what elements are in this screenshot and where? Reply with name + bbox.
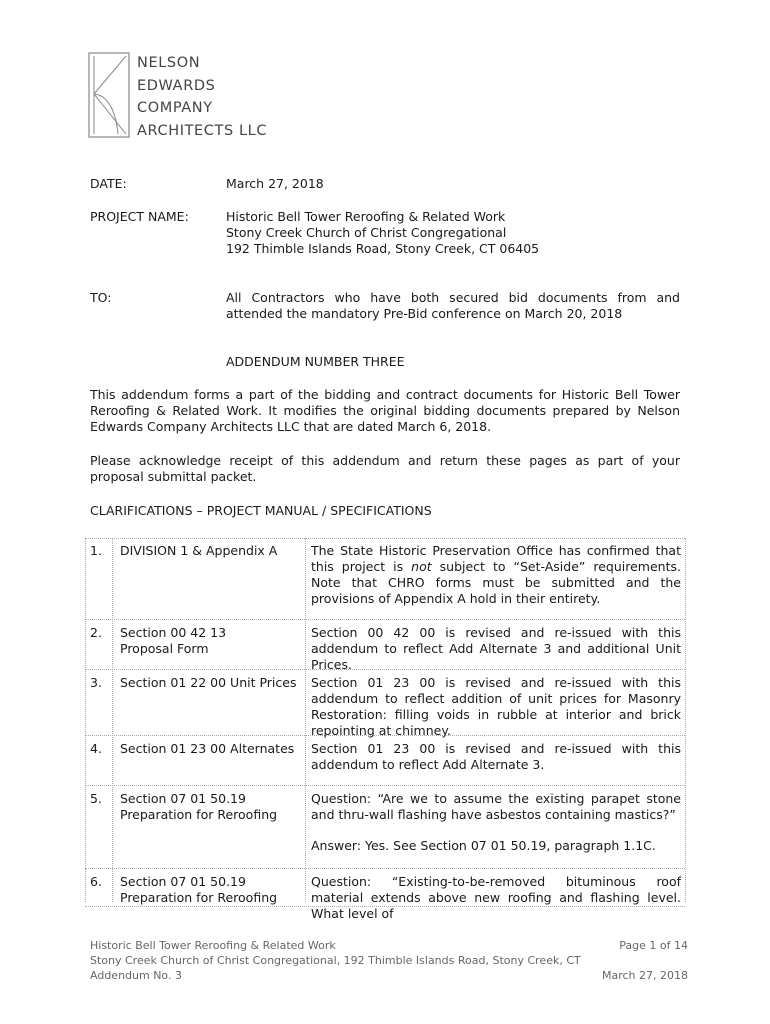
firm-logo-icon [88, 52, 130, 138]
addendum-title: ADDENDUM NUMBER THREE [226, 354, 405, 369]
clarifications-table [85, 538, 685, 921]
item-section: Section 07 01 50.19 [120, 874, 246, 889]
item-number: 4. [90, 741, 102, 756]
item-description: Question: “Existing-to-be-removed bituminous roof material extends above new roofing and flashing level. What level of [311, 874, 681, 921]
table-row [85, 670, 685, 736]
firm-name-line: COMPANY [137, 100, 213, 116]
firm-name-line: NELSON [137, 55, 201, 71]
item-number: 1. [90, 543, 102, 558]
table-row [85, 538, 685, 620]
item-description: Section 01 23 00 is revised and re-issued with this addendum to reflect addition of unit prices for Masonry Restoration: filling voids in rubble at interior and brick repointing at chimney. [311, 675, 681, 738]
item-number: 5. [90, 791, 102, 806]
footer-page-number: Page 1 of 14 [619, 939, 688, 952]
table-right-border [685, 538, 686, 902]
project-name: Historic Bell Tower Reroofing & Related Work [226, 209, 506, 224]
section-heading: CLARIFICATIONS – PROJECT MANUAL / SPECIFICATIONS [90, 503, 432, 518]
to-value: All Contractors who have both secured bid documents from and attended the mandatory Pre-Bid conference on March 20, 2018 [226, 290, 680, 321]
item-section-subtitle: Preparation for Reroofing [120, 807, 278, 822]
item-description-text: The State Historic Preservation Office has confirmed that this project is [311, 543, 681, 574]
item-description: Section 01 23 00 is revised and re-issued with this addendum to reflect Add Alternate 3. [311, 741, 681, 772]
item-description: Question: “Are we to assume the existing parapet stone and thru-wall flashing have asbestos containing mastics?” [311, 791, 681, 822]
item-description-emphasis: not [411, 559, 432, 574]
item-section-subtitle: Preparation for Reroofing [120, 890, 278, 905]
item-number: 2. [90, 625, 102, 640]
table-row [85, 786, 685, 869]
item-section-subtitle: Proposal Form [120, 641, 209, 656]
item-section: Section 07 01 50.19 [120, 791, 246, 806]
item-number: 3. [90, 675, 102, 690]
firm-name [137, 52, 267, 142]
footer-project: Historic Bell Tower Reroofing & Related Work [90, 939, 336, 952]
project-church: Stony Creek Church of Christ Congregational [226, 225, 507, 240]
date-value: March 27, 2018 [226, 176, 324, 191]
firm-name-line: ARCHITECTS LLC [137, 122, 268, 139]
item-section: Section 01 22 00 Unit Prices [120, 675, 297, 690]
date-label: DATE: [90, 176, 127, 191]
table-row [85, 620, 685, 670]
item-description-text: subject to “Set-Aside” requirements. Note that CHRO forms must be submitted and the provisions of Appendix A hold in their entirety. [311, 559, 681, 606]
table-row [85, 869, 685, 921]
firm-name-line: EDWARDS [137, 77, 216, 94]
item-section: DIVISION 1 & Appendix A [120, 543, 278, 558]
footer-addendum: Addendum No. 3 [90, 969, 182, 982]
project-address: 192 Thimble Islands Road, Stony Creek, CT 06405 [226, 241, 540, 256]
acknowledge-paragraph: Please acknowledge receipt of this addendum and return these pages as part of your proposal submittal packet. [90, 453, 680, 484]
item-description: Section 00 42 00 is revised and re-issued with this addendum to reflect Add Alternate 3 and additional Unit Prices. [311, 625, 681, 672]
table-row [85, 736, 685, 786]
footer-date: March 27, 2018 [601, 969, 688, 982]
item-description [311, 543, 681, 607]
item-number: 6. [90, 874, 102, 889]
item-section: Section 00 42 13 [120, 625, 227, 640]
item-section: Section 01 23 00 Alternates [120, 741, 295, 756]
item-answer: Answer: Yes. See Section 07 01 50.19, paragraph 1.1C. [311, 838, 656, 853]
to-label: TO: [90, 290, 112, 305]
intro-paragraph: This addendum forms a part of the bidding and contract documents for Historic Bell Tower Reroofing & Related Work. It modifies the original bidding documents prepared by Nelson Edwards Company Architects LLC that are dated March 6, 2018. [90, 387, 680, 434]
footer-church: Stony Creek Church of Christ Congregational, 192 Thimble Islands Road, Stony Creek, CT [90, 954, 581, 967]
project-label: PROJECT NAME: [90, 209, 189, 224]
